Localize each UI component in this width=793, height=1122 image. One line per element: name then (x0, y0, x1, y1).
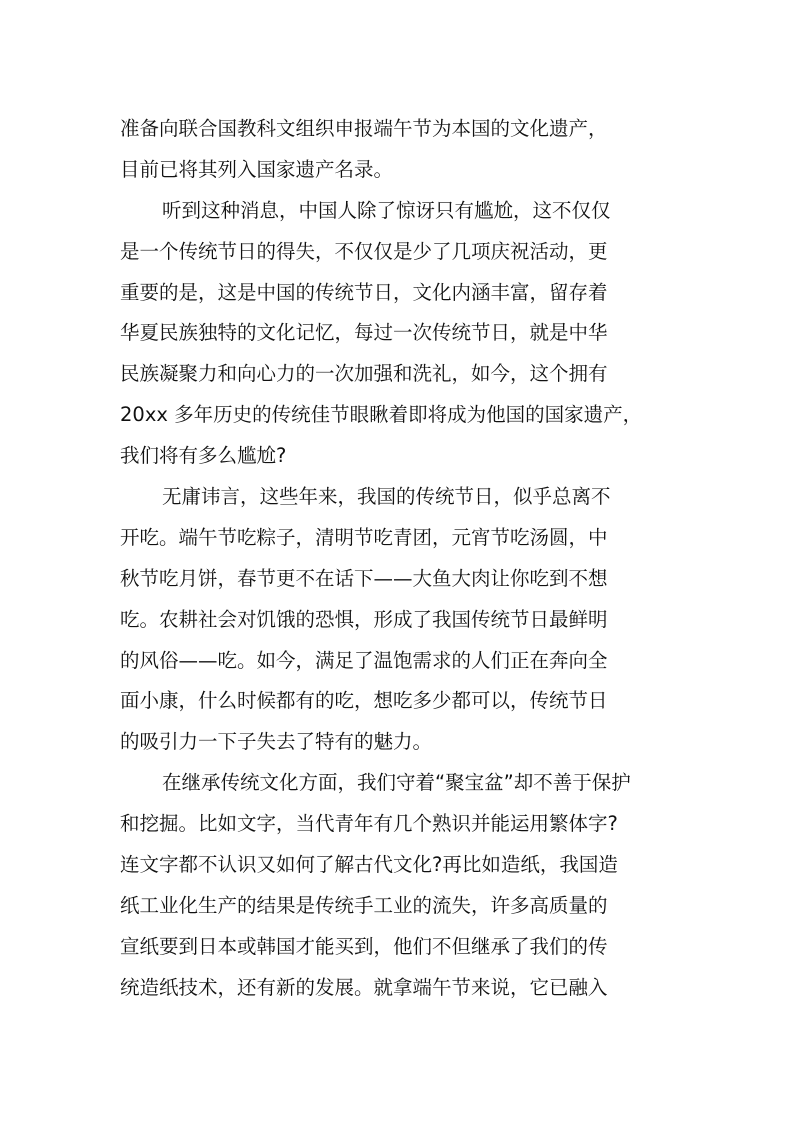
paragraph-start-line: 在继承传统文化方面，我们守着“聚宝盆”却不善于保护 (162, 771, 631, 795)
text-line-14: 的风俗——吃。如今，满足了温饱需求的人们正在奔向全 (120, 648, 608, 672)
text-line-12: 秋节吃月饼，春节更不在话下——大鱼大肉让你吃到不想 (120, 566, 608, 590)
text-line-16: 的吸引力一下子失去了特有的魅力。 (120, 730, 433, 754)
text-line-22: 统造纸技术，还有新的发展。就拿端午节来说，它已融入 (120, 975, 608, 999)
text-line-6: 华夏民族独特的文化记忆，每过一次传统节日，就是中华 (120, 321, 608, 345)
text-line-8: 20xx 多年历史的传统佳节眼瞅着即将成为他国的国家遗产， (120, 403, 643, 427)
paragraph-start-line: 无庸讳言，这些年来，我国的传统节日，似乎总离不 (162, 485, 611, 509)
text-line-4: 是一个传统节日的得失，不仅仅是少了几项庆祝活动，更 (120, 239, 608, 263)
text-line-15: 面小康，什么时候都有的吃，想吃多少都可以，传统节日 (120, 689, 608, 713)
text-line-5: 重要的是，这是中国的传统节日，文化内涵丰富，留存着 (120, 280, 608, 304)
text-line-18: 和挖掘。比如文字，当代青年有几个熟识并能运用繁体字? (120, 812, 618, 836)
text-line-20: 纸工业化生产的结果是传统手工业的流失，许多高质量的 (120, 893, 608, 917)
text-line-1: 准备向联合国教科文组织申报端午节为本国的文化遗产， (120, 117, 608, 140)
body-text (120, 109, 682, 1009)
text-line-2: 目前已将其列入国家遗产名录。 (120, 157, 394, 181)
text-line-9: 我们将有多么尴尬? (120, 444, 287, 468)
paragraph-start-line: 听到这种消息，中国人除了惊讶只有尴尬，这不仅仅 (162, 198, 611, 222)
text-line-21: 宣纸要到日本或韩国才能买到，他们不但继承了我们的传 (120, 934, 608, 958)
text-line-19: 连文字都不认识又如何了解古代文化?再比如造纸，我国造 (120, 853, 618, 877)
text-line-7: 民族凝聚力和向心力的一次加强和洗礼，如今，这个拥有 (120, 362, 608, 386)
text-line-11: 开吃。端午节吃粽子，清明节吃青团，元宵节吃汤圆，中 (120, 525, 608, 549)
text-line-13: 吃。农耕社会对饥饿的恐惧，形成了我国传统节日最鲜明 (120, 607, 608, 631)
